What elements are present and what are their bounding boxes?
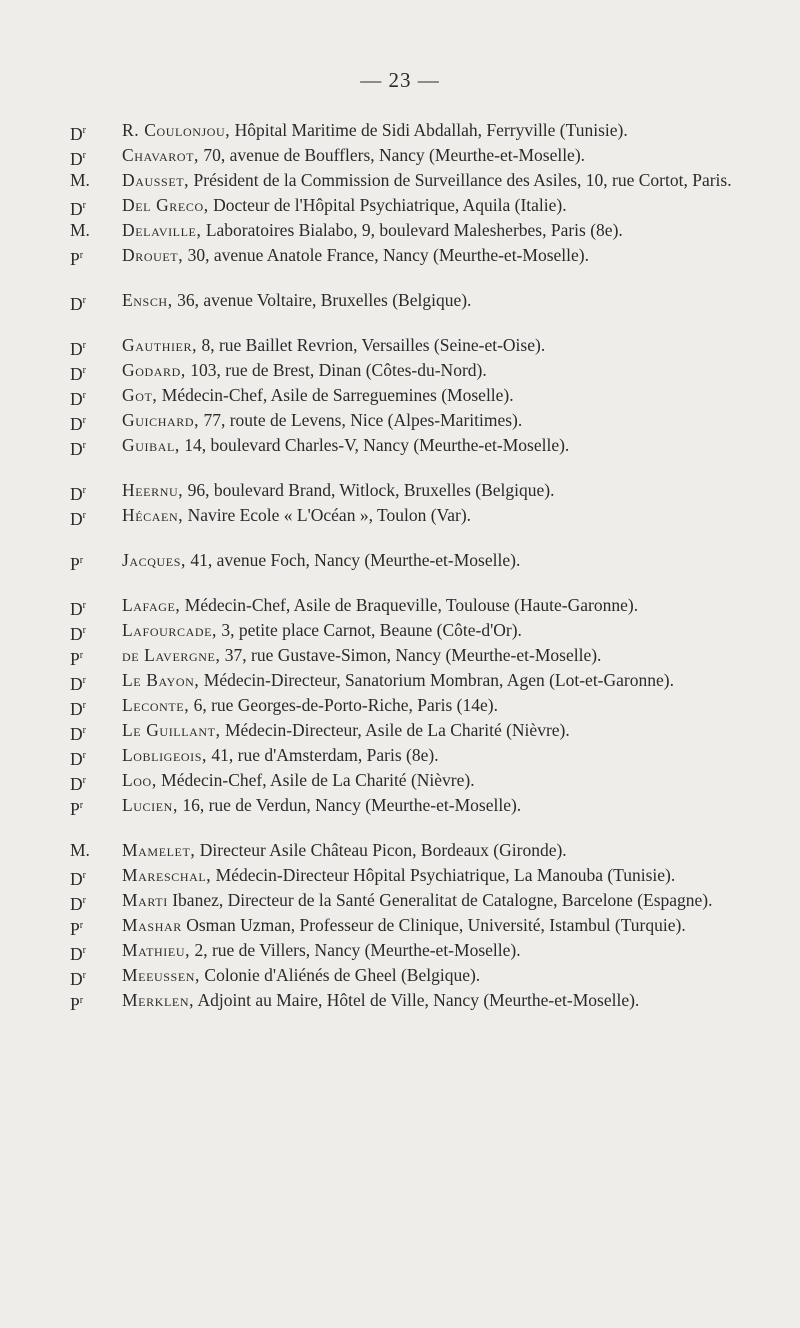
entry-name: Guichard, xyxy=(122,410,200,430)
entry-name: Dausset, xyxy=(122,170,190,190)
entry-title: $D^r$ xyxy=(70,389,86,409)
entry-name: Delaville, xyxy=(122,220,202,240)
entry-name: Mamelet, xyxy=(122,840,196,860)
list-item xyxy=(70,643,740,668)
list-item xyxy=(70,618,740,643)
entry-name: Lafage, xyxy=(122,595,181,615)
entry-title: $D^r$ xyxy=(70,749,86,769)
entry-address: Médecin-Directeur, Sanatorium Mombran, Agen (Lot-et-Garonne). xyxy=(199,670,674,690)
list-item xyxy=(70,743,740,768)
entry-address: Navire Ecole « L'Océan », Toulon (Var). xyxy=(183,505,472,525)
entry-address: Médecin-Chef, Asile de Braqueville, Toulouse (Haute-Garonne). xyxy=(180,595,639,615)
entry-title: $D^r$ xyxy=(70,624,86,644)
entry-address: 77, route de Levens, Nice (Alpes-Maritimes). xyxy=(199,410,523,430)
list-item xyxy=(70,333,740,358)
entry-title: $P^r$ xyxy=(70,799,84,819)
entry-name: Chavarot, xyxy=(122,145,200,165)
list-item xyxy=(70,793,740,818)
entry-name: Hécaen, xyxy=(122,505,184,525)
entry-name: Le Bayon, xyxy=(122,670,200,690)
entry-title: $D^r$ xyxy=(70,439,86,459)
entry-address: Ibanez, Directeur de la Santé Generalitat de Catalogne, Barcelone (Espagne). xyxy=(167,890,713,910)
list-item xyxy=(70,358,740,383)
entry-name: Del Greco, xyxy=(122,195,209,215)
entry-name: Merklen, xyxy=(122,990,195,1010)
list-item xyxy=(70,548,740,573)
entry-title: $D^r$ xyxy=(70,124,86,144)
entry-address: Médecin-Directeur, Asile de La Charité (Nièvre). xyxy=(220,720,570,740)
page-number: — 23 — xyxy=(360,68,440,92)
entry-title: M. xyxy=(70,840,90,860)
entry-address: Adjoint au Maire, Hôtel de Ville, Nancy (Meurthe-et-Moselle). xyxy=(194,990,640,1010)
entry-name: de Lavergne, xyxy=(122,645,221,665)
entry-address: Directeur Asile Château Picon, Bordeaux (Gironde). xyxy=(195,840,567,860)
entry-address: 103, rue de Brest, Dinan (Côtes-du-Nord). xyxy=(185,360,487,380)
entry-name: Godard, xyxy=(122,360,186,380)
entry-address: 41, avenue Foch, Nancy (Meurthe-et-Moselle). xyxy=(186,550,521,570)
entry-title: $P^r$ xyxy=(70,649,84,669)
entry-address: Médecin-Chef, Asile de La Charité (Nièvre). xyxy=(156,770,475,790)
list-item xyxy=(70,768,740,793)
entry-title: $D^r$ xyxy=(70,944,86,964)
entry-name: Gauthier, xyxy=(122,335,198,355)
entry-name: Jacques, xyxy=(122,550,186,570)
entry-title: $D^r$ xyxy=(70,149,86,169)
entry-address: 96, boulevard Brand, Witlock, Bruxelles (Belgique). xyxy=(183,480,555,500)
entry-name: Heernu, xyxy=(122,480,184,500)
list-item xyxy=(70,433,740,458)
entry-address: 14, boulevard Charles-V, Nancy (Meurthe-et-Moselle). xyxy=(179,435,570,455)
entry-name: Mareschal, xyxy=(122,865,212,885)
entry-title: M. xyxy=(70,220,90,240)
entry-title: $D^r$ xyxy=(70,869,86,889)
list-item xyxy=(70,143,740,168)
entry-name: Loo, xyxy=(122,770,157,790)
entry-name: R. Coulonjou, xyxy=(122,120,231,140)
list-item xyxy=(70,478,740,503)
entry-name: Marti xyxy=(122,890,168,910)
entry-name: Le Guillant, xyxy=(122,720,221,740)
entry-address: Président de la Commission de Surveillance des Asiles, 10, rue Cortot, Paris. xyxy=(189,170,732,190)
entry-address: 2, rue de Villers, Nancy (Meurthe-et-Moselle). xyxy=(190,940,521,960)
entry-title: $D^r$ xyxy=(70,699,86,719)
entry-title: $D^r$ xyxy=(70,969,86,989)
entry-address: Hôpital Maritime de Sidi Abdallah, Ferryville (Tunisie). xyxy=(230,120,628,140)
list-item xyxy=(70,193,740,218)
entry-name: Lucien, xyxy=(122,795,178,815)
entry-name: Leconte, xyxy=(122,695,190,715)
entry-title: $P^r$ xyxy=(70,554,84,574)
entry-name: Got, xyxy=(122,385,158,405)
list-item xyxy=(70,288,740,313)
entry-address: 41, rue d'Amsterdam, Paris (8e). xyxy=(207,745,439,765)
entry-address: Médecin-Chef, Asile de Sarreguemines (Moselle). xyxy=(157,385,514,405)
entry-address: 16, rue de Verdun, Nancy (Meurthe-et-Moselle). xyxy=(177,795,522,815)
entry-name: Mashar xyxy=(122,915,182,935)
member-list xyxy=(70,118,740,1013)
entry-title: $D^r$ xyxy=(70,509,86,529)
list-item xyxy=(70,408,740,433)
entry-title: $D^r$ xyxy=(70,674,86,694)
entry-address: 3, petite place Carnot, Beaune (Côte-d'Or). xyxy=(217,620,522,640)
entry-title: M. xyxy=(70,170,90,190)
entry-title: $D^r$ xyxy=(70,414,86,434)
entry-name: Mathieu, xyxy=(122,940,191,960)
entry-name: Guibal, xyxy=(122,435,180,455)
entry-title: $D^r$ xyxy=(70,484,86,504)
entry-address: 30, avenue Anatole France, Nancy (Meurthe-et-Moselle). xyxy=(183,245,589,265)
list-item xyxy=(70,938,740,963)
entry-address: 70, avenue de Boufflers, Nancy (Meurthe-et-Moselle). xyxy=(199,145,586,165)
list-item xyxy=(70,593,740,618)
list-item xyxy=(70,693,740,718)
list-item xyxy=(70,913,740,938)
entry-title: $D^r$ xyxy=(70,894,86,914)
list-item xyxy=(70,383,740,408)
list-item xyxy=(70,988,740,1013)
list-item xyxy=(70,718,740,743)
list-item xyxy=(70,118,740,143)
entry-name: Meeussen, xyxy=(122,965,201,985)
entry-address: Osman Uzman, Professeur de Clinique, Université, Istambul (Turquie). xyxy=(181,915,686,935)
entry-title: $P^r$ xyxy=(70,919,84,939)
entry-name: Drouet, xyxy=(122,245,184,265)
entry-address: Laboratoires Bialabo, 9, boulevard Malesherbes, Paris (8e). xyxy=(201,220,623,240)
entry-title: $D^r$ xyxy=(70,599,86,619)
entry-title: $D^r$ xyxy=(70,339,86,359)
list-item xyxy=(70,668,740,693)
entry-address: Docteur de l'Hôpital Psychiatrique, Aquila (Italie). xyxy=(208,195,567,215)
list-item xyxy=(70,218,740,243)
entry-title: $D^r$ xyxy=(70,724,86,744)
list-item xyxy=(70,243,740,268)
entry-address: 6, rue Georges-de-Porto-Riche, Paris (14e). xyxy=(189,695,498,715)
entry-address: Médecin-Directeur Hôpital Psychiatrique, La Manouba (Tunisie). xyxy=(211,865,676,885)
list-item xyxy=(70,838,740,863)
entry-title: $D^r$ xyxy=(70,294,86,314)
list-item xyxy=(70,963,740,988)
entry-address: 8, rue Baillet Revrion, Versailles (Seine-et-Oise). xyxy=(197,335,546,355)
entry-name: Ensch, xyxy=(122,290,173,310)
entry-address: Colonie d'Aliénés de Gheel (Belgique). xyxy=(200,965,481,985)
entry-name: Lobligeois, xyxy=(122,745,207,765)
entry-address: 37, rue Gustave-Simon, Nancy (Meurthe-et-Moselle). xyxy=(220,645,602,665)
list-item xyxy=(70,863,740,888)
list-item xyxy=(70,888,740,913)
entry-name: Lafourcade, xyxy=(122,620,218,640)
entry-title: $D^r$ xyxy=(70,199,86,219)
entry-address: 36, avenue Voltaire, Bruxelles (Belgique). xyxy=(172,290,472,310)
list-item xyxy=(70,168,740,193)
entry-title: $D^r$ xyxy=(70,364,86,384)
entry-title: $P^r$ xyxy=(70,249,84,269)
list-item xyxy=(70,503,740,528)
entry-title: $D^r$ xyxy=(70,774,86,794)
entry-title: $P^r$ xyxy=(70,994,84,1014)
